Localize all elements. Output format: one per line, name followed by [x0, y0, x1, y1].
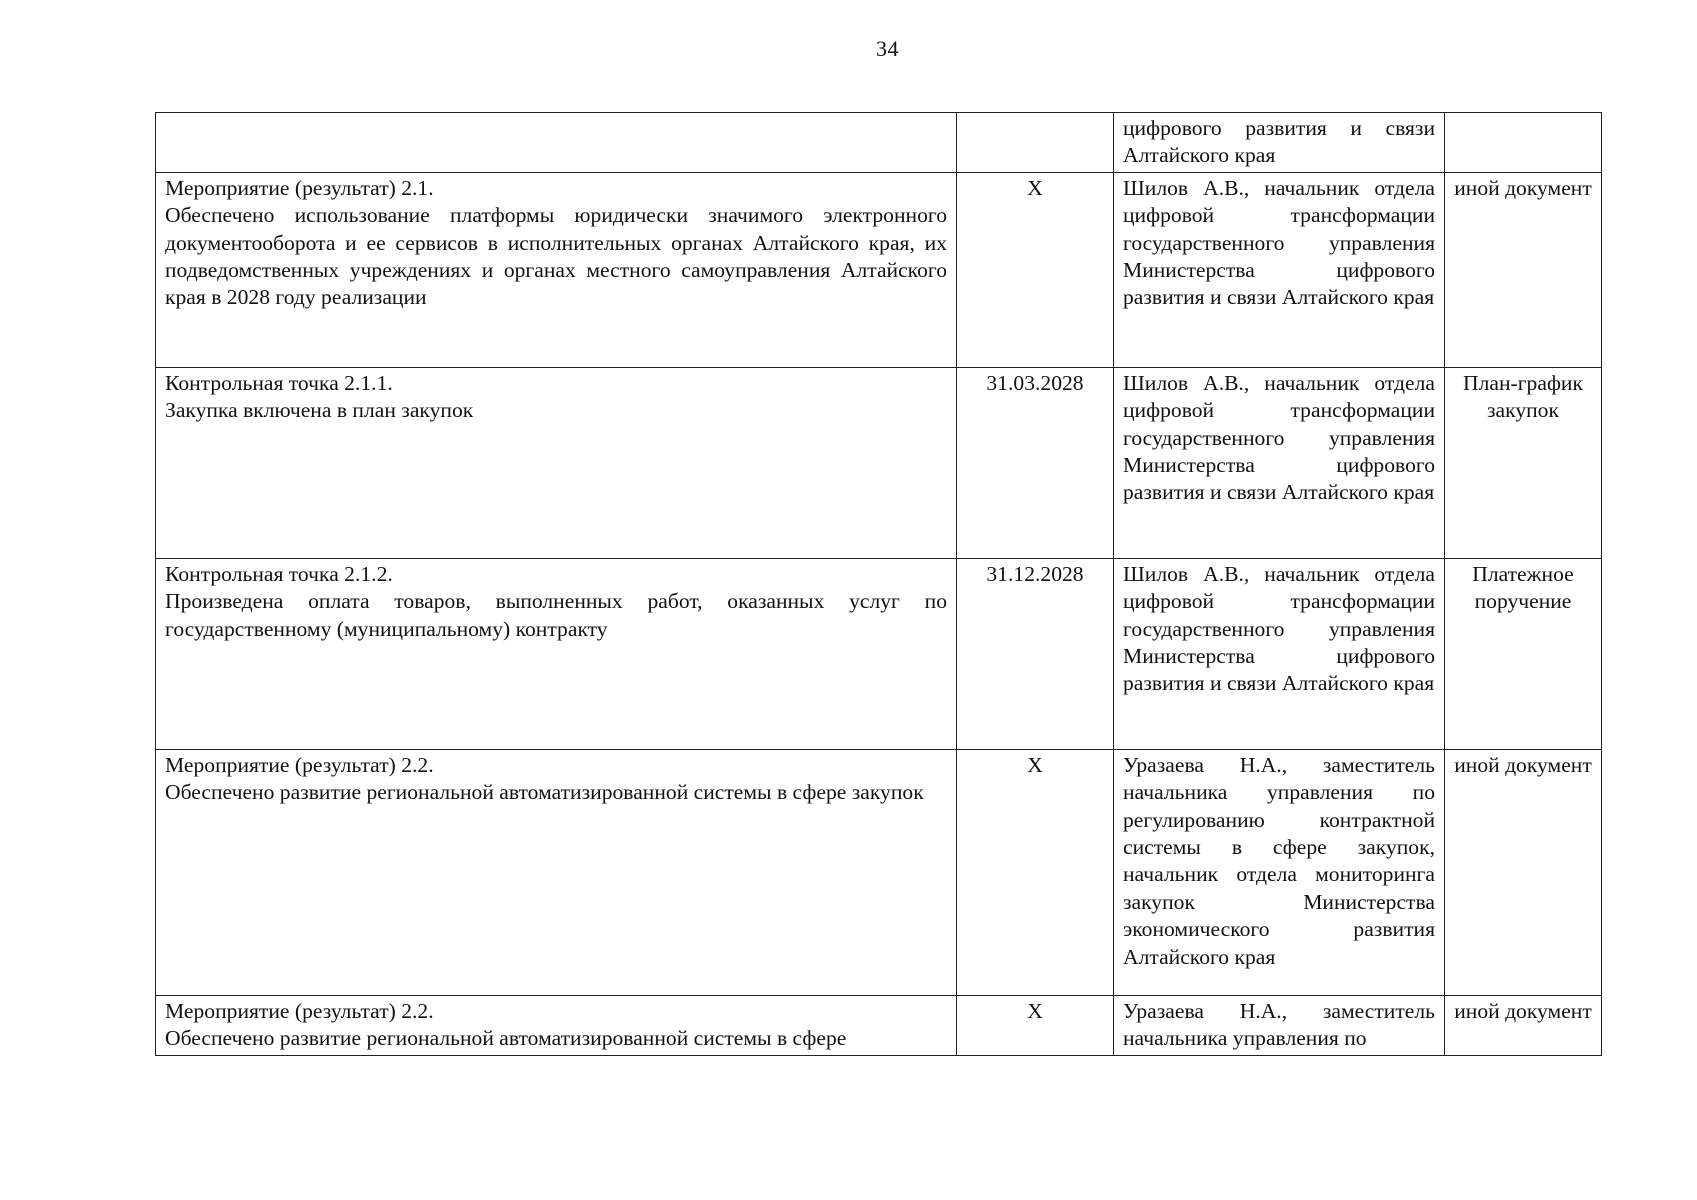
date-cell: [957, 113, 1114, 173]
document-cell: План-график закупок: [1445, 367, 1602, 558]
date-cell: Х: [957, 749, 1114, 995]
date-cell: 31.03.2028: [957, 367, 1114, 558]
row-text: Обеспечено развитие региональной автоматизированной системы в сфере закупок: [165, 780, 924, 805]
row-text: Обеспечено использование платформы юридически значимого электронного документооборота и ее сервисов в исполнительных органах Алтайского края, их подведомственных учреждениях и органах местного самоуправления Алтайского края в 2028 году реализации: [165, 203, 947, 310]
description-cell: [156, 172, 957, 367]
row-title: Мероприятие (результат) 2.1.: [165, 175, 434, 200]
responsible-cell: Уразаева Н.А., заместитель начальника управления по регулированию контрактной системы в сфере закупок, начальник отдела мониторинга закупок Министерства экономического развития Алтайского края: [1114, 749, 1445, 995]
row-title: Контрольная точка 2.1.1.: [165, 370, 393, 395]
document-cell: иной документ: [1445, 749, 1602, 995]
row-text: Обеспечено развитие региональной автоматизированной системы в сфере: [165, 1026, 847, 1051]
row-text: Произведена оплата товаров, выполненных работ, оказанных услуг по государственному (муниципальному) контракту: [165, 589, 947, 641]
row-text: Закупка включена в план закупок: [165, 398, 474, 423]
row-title: Мероприятие (результат) 2.2.: [165, 752, 434, 777]
plan-table: [155, 112, 1602, 1056]
responsible-cell: Шилов А.В., начальник отдела цифровой трансформации государственного управления Министерства цифрового развития и связи Алтайского края: [1114, 172, 1445, 367]
date-cell: 31.12.2028: [957, 558, 1114, 749]
document-cell: Платежное поручение: [1445, 558, 1602, 749]
date-cell: Х: [957, 172, 1114, 367]
description-cell: [156, 995, 957, 1055]
page-number: 34: [876, 36, 899, 61]
responsible-cell: Шилов А.В., начальник отдела цифровой трансформации государственного управления Министерства цифрового развития и связи Алтайского края: [1114, 558, 1445, 749]
responsible-cell: Шилов А.В., начальник отдела цифровой трансформации государственного управления Министерства цифрового развития и связи Алтайского края: [1114, 367, 1445, 558]
document-cell: иной документ: [1445, 995, 1602, 1055]
description-cell: [156, 749, 957, 995]
table-row: [156, 172, 1602, 367]
description-cell: [156, 558, 957, 749]
row-title: Мероприятие (результат) 2.2.: [165, 998, 434, 1023]
document-cell: [1445, 113, 1602, 173]
table-row: [156, 367, 1602, 558]
table-row: [156, 113, 1602, 173]
document-cell: иной документ: [1445, 172, 1602, 367]
row-title: Контрольная точка 2.1.2.: [165, 561, 393, 586]
date-cell: Х: [957, 995, 1114, 1055]
table-row: [156, 995, 1602, 1055]
description-cell: [156, 367, 957, 558]
table-row: [156, 749, 1602, 995]
responsible-cell: Уразаева Н.А., заместитель начальника управления по: [1114, 995, 1445, 1055]
responsible-cell: цифрового развития и связи Алтайского края: [1114, 113, 1445, 173]
table-row: [156, 558, 1602, 749]
description-cell: [156, 113, 957, 173]
